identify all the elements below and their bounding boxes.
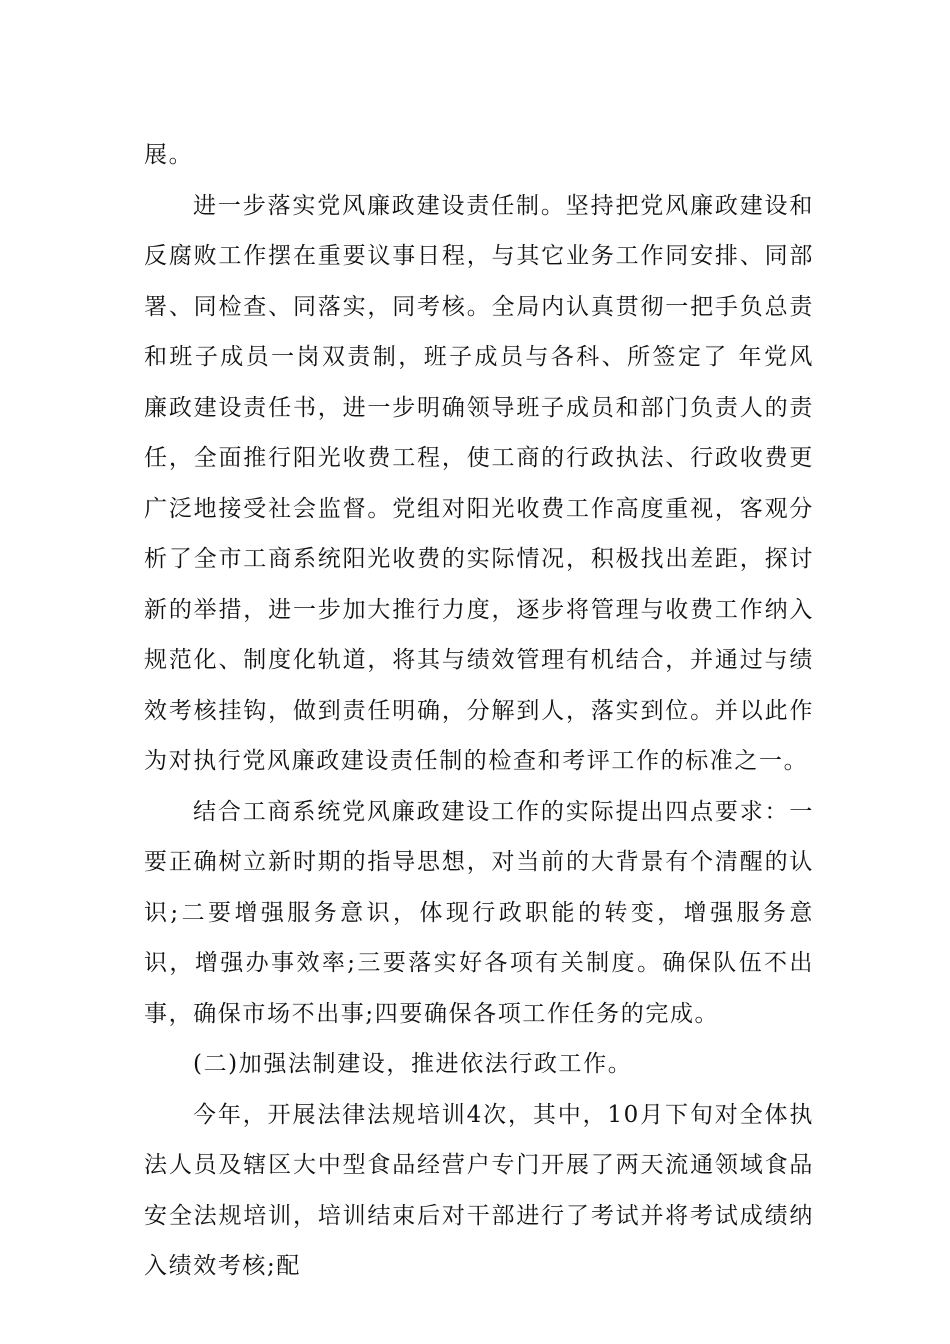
document-body — [144, 130, 814, 1292]
paragraph-responsibility-system: 进一步落实党风廉政建设责任制。坚持把党风廉政建设和反腐败工作摆在重要议事日程，与其它业务工作同安排、同部署、同检查、同落实，同考核。全局内认真贯彻一把手负总责和班子成员一岗双责制，班子成员与各科、所签定了 年党风廉政建设责任书，进一步明确领导班子成员和部门负责人的责任，全面推行阳光收费工程，使工商的行政执法、行政收费更广泛地接受社会监督。党组对阳光收费工作高度重视，客观分析了全市工商系统阳光收费的实际情况，积极找出差距，探讨新的举措，进一步加大推行力度，逐步将管理与收费工作纳入规范化、制度化轨道，将其与绩效管理有机结合，并通过与绩效考核挂钩，做到责任明确，分解到人，落实到位。并以此作为对执行党风廉政建设责任制的检查和考评工作的标准之一。 — [144, 192, 814, 774]
paragraph-continuation: 展。 — [144, 142, 194, 168]
section-heading-legal-construction: (二)加强法制建设，推进依法行政工作。 — [193, 1051, 633, 1077]
paragraph-four-requirements: 结合工商系统党风廉政建设工作的实际提出四点要求：一要正确树立新时期的指导思想，对当前的大背景有个清醒的认识;二要增强服务意识，体现行政职能的转变，增强服务意识，增强办事效率;三要落实好各项有关制度。确保队伍不出事，确保市场不出事;四要确保各项工作任务的完成。 — [144, 798, 814, 1027]
paragraph-legal-training: 今年，开展法律法规培训4次，其中，10月下旬对全体执法人员及辖区大中型食品经营户专门开展了两天流通领域食品安全法规培训，培训结束后对干部进行了考试并将考试成绩纳入绩效考核;配 — [144, 1101, 814, 1279]
